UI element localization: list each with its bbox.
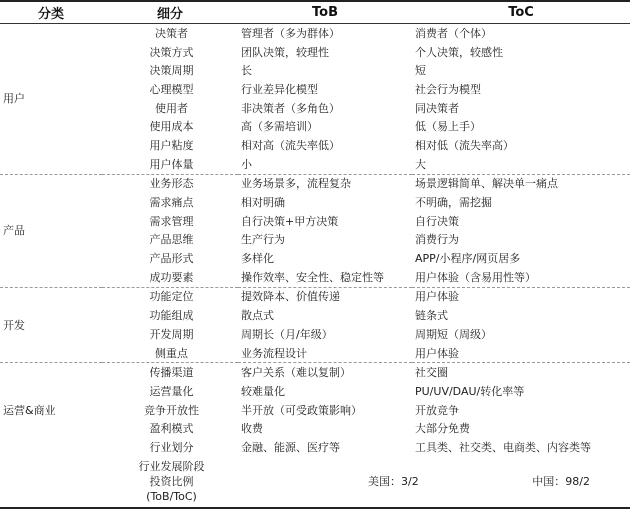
header-category: 分类 bbox=[0, 1, 102, 24]
category-cell: 开发 bbox=[0, 287, 102, 363]
toc-cell: 自行决策 bbox=[415, 214, 459, 228]
tob-cell: 金融、能源、医疗等 bbox=[241, 440, 340, 454]
table-row bbox=[0, 24, 630, 43]
tob-cell: 业务场景多，流程复杂 bbox=[238, 174, 412, 193]
tob-cell: 团队决策，较理性 bbox=[241, 45, 329, 59]
tob-cell: 高（多需培训） bbox=[241, 120, 318, 134]
tob-cell: 管理者（多为群体） bbox=[241, 26, 340, 40]
tob-cell: 多样化 bbox=[241, 252, 274, 266]
tob-cell: 相对高（流失率低） bbox=[241, 138, 340, 152]
investment-ratio-cell bbox=[238, 457, 630, 508]
table-row-investment-ratio bbox=[0, 457, 630, 508]
table-row bbox=[0, 287, 630, 306]
tob-cell: 周期长（月/年级） bbox=[241, 327, 333, 341]
tob-cell: 业务流程设计 bbox=[241, 346, 307, 360]
dimension-cell: 产品形式 bbox=[149, 252, 194, 266]
toc-cell: 链条式 bbox=[415, 309, 448, 323]
tob-cell: 散点式 bbox=[241, 309, 274, 323]
dimension-cell: 用户体量 bbox=[149, 157, 194, 171]
toc-cell: 同决策者 bbox=[415, 101, 459, 115]
dimension-cell: 功能组成 bbox=[149, 309, 194, 323]
tob-cell: 半开放（可受政策影响） bbox=[241, 403, 362, 417]
dimension-cell: 业务形态 bbox=[102, 174, 238, 193]
dimension-cell: 盈利模式 bbox=[149, 422, 194, 436]
toc-cell: 开放竞争 bbox=[415, 403, 459, 417]
tob-cell: 提效降本、价值传递 bbox=[238, 287, 412, 306]
dimension-cell: 侧重点 bbox=[155, 346, 188, 360]
toc-cell: APP/小程序/网页居多 bbox=[415, 252, 521, 266]
dimension-cell: 使用者 bbox=[155, 101, 188, 115]
toc-cell: 周期短（周级） bbox=[415, 327, 492, 341]
toc-cell: 社交圈 bbox=[412, 363, 630, 382]
header-toc: ToC bbox=[412, 1, 630, 24]
header-row bbox=[0, 1, 630, 24]
tob-cell: 收费 bbox=[241, 422, 263, 436]
toc-cell: 相对低（流失率高） bbox=[415, 138, 514, 152]
dimension-cell: 用户粘度 bbox=[149, 138, 194, 152]
dimension-cell-multiline bbox=[102, 457, 238, 508]
dimension-cell: 决策者 bbox=[155, 26, 188, 40]
toc-cell: 用户体验 bbox=[412, 287, 630, 306]
dimension-line: (ToB/ToC) bbox=[146, 490, 197, 504]
dimension-cell: 需求管理 bbox=[149, 214, 194, 228]
toc-cell: 用户体验（含易用性等） bbox=[415, 270, 536, 284]
category-cell-empty bbox=[0, 457, 102, 508]
tob-cell: 操作效率、安全性、稳定性等 bbox=[241, 270, 384, 284]
dimension-cell: 运营量化 bbox=[149, 384, 194, 398]
dimension-cell: 行业划分 bbox=[149, 440, 194, 454]
dimension-line: 行业发展阶段 bbox=[138, 460, 205, 474]
dimension-cell: 开发周期 bbox=[149, 327, 194, 341]
tob-cell: 小 bbox=[241, 157, 252, 171]
dimension-cell: 竞争开放性 bbox=[144, 403, 199, 417]
toc-cell: 场景逻辑简单、解决单一痛点 bbox=[412, 174, 630, 193]
toc-cell: 不明确，需挖掘 bbox=[415, 196, 492, 210]
toc-cell: 工具类、社交类、电商类、内容类等 bbox=[415, 440, 591, 454]
toc-cell: 大 bbox=[415, 157, 426, 171]
toc-cell: 消费者（个体） bbox=[415, 26, 492, 40]
toc-cell: PU/UV/DAU/转化率等 bbox=[415, 384, 525, 398]
category-cell: 运营&商业 bbox=[0, 363, 102, 457]
toc-cell: 个人决策，较感性 bbox=[415, 45, 503, 59]
header-tob: ToB bbox=[238, 1, 412, 24]
dimension-cell: 决策方式 bbox=[149, 45, 194, 59]
table-row bbox=[0, 363, 630, 382]
dimension-cell: 心理模型 bbox=[149, 82, 194, 96]
category-cell: 用户 bbox=[3, 92, 25, 106]
dimension-cell: 功能定位 bbox=[102, 287, 238, 306]
dimension-cell: 传播渠道 bbox=[102, 363, 238, 382]
dimension-cell: 使用成本 bbox=[149, 120, 194, 134]
toc-cell: 社会行为模型 bbox=[415, 82, 481, 96]
tob-cell: 非决策者（多角色） bbox=[241, 101, 340, 115]
tob-cell: 相对明确 bbox=[241, 196, 285, 210]
tob-cell: 行业差异化模型 bbox=[241, 82, 318, 96]
tob-cell: 自行决策+甲方决策 bbox=[241, 214, 339, 228]
dimension-cell: 产品思维 bbox=[149, 233, 194, 247]
toc-cell: 大部分免费 bbox=[415, 422, 470, 436]
tob-cell: 客户关系（难以复制） bbox=[238, 363, 412, 382]
table-row bbox=[0, 174, 630, 193]
dimension-line: 投资比例 bbox=[149, 475, 194, 489]
category-cell: 产品 bbox=[0, 174, 102, 287]
table-body bbox=[0, 24, 630, 508]
tob-cell: 较难量化 bbox=[241, 384, 285, 398]
toc-cell: 短 bbox=[415, 64, 426, 78]
toc-cell: 消费行为 bbox=[415, 233, 459, 247]
tob-cell: 生产行为 bbox=[241, 233, 285, 247]
ratio-cn: 中国：98/2 bbox=[532, 475, 590, 489]
ratio-us: 美国：3/2 bbox=[368, 475, 419, 489]
header-dimension: 细分 bbox=[102, 1, 238, 24]
tob-cell: 长 bbox=[241, 64, 252, 78]
dimension-cell: 成功要素 bbox=[149, 270, 194, 284]
toc-cell: 低（易上手） bbox=[415, 120, 481, 134]
dimension-cell: 需求痛点 bbox=[149, 196, 194, 210]
dimension-cell: 决策周期 bbox=[149, 64, 194, 78]
toc-cell: 用户体验 bbox=[415, 346, 459, 360]
